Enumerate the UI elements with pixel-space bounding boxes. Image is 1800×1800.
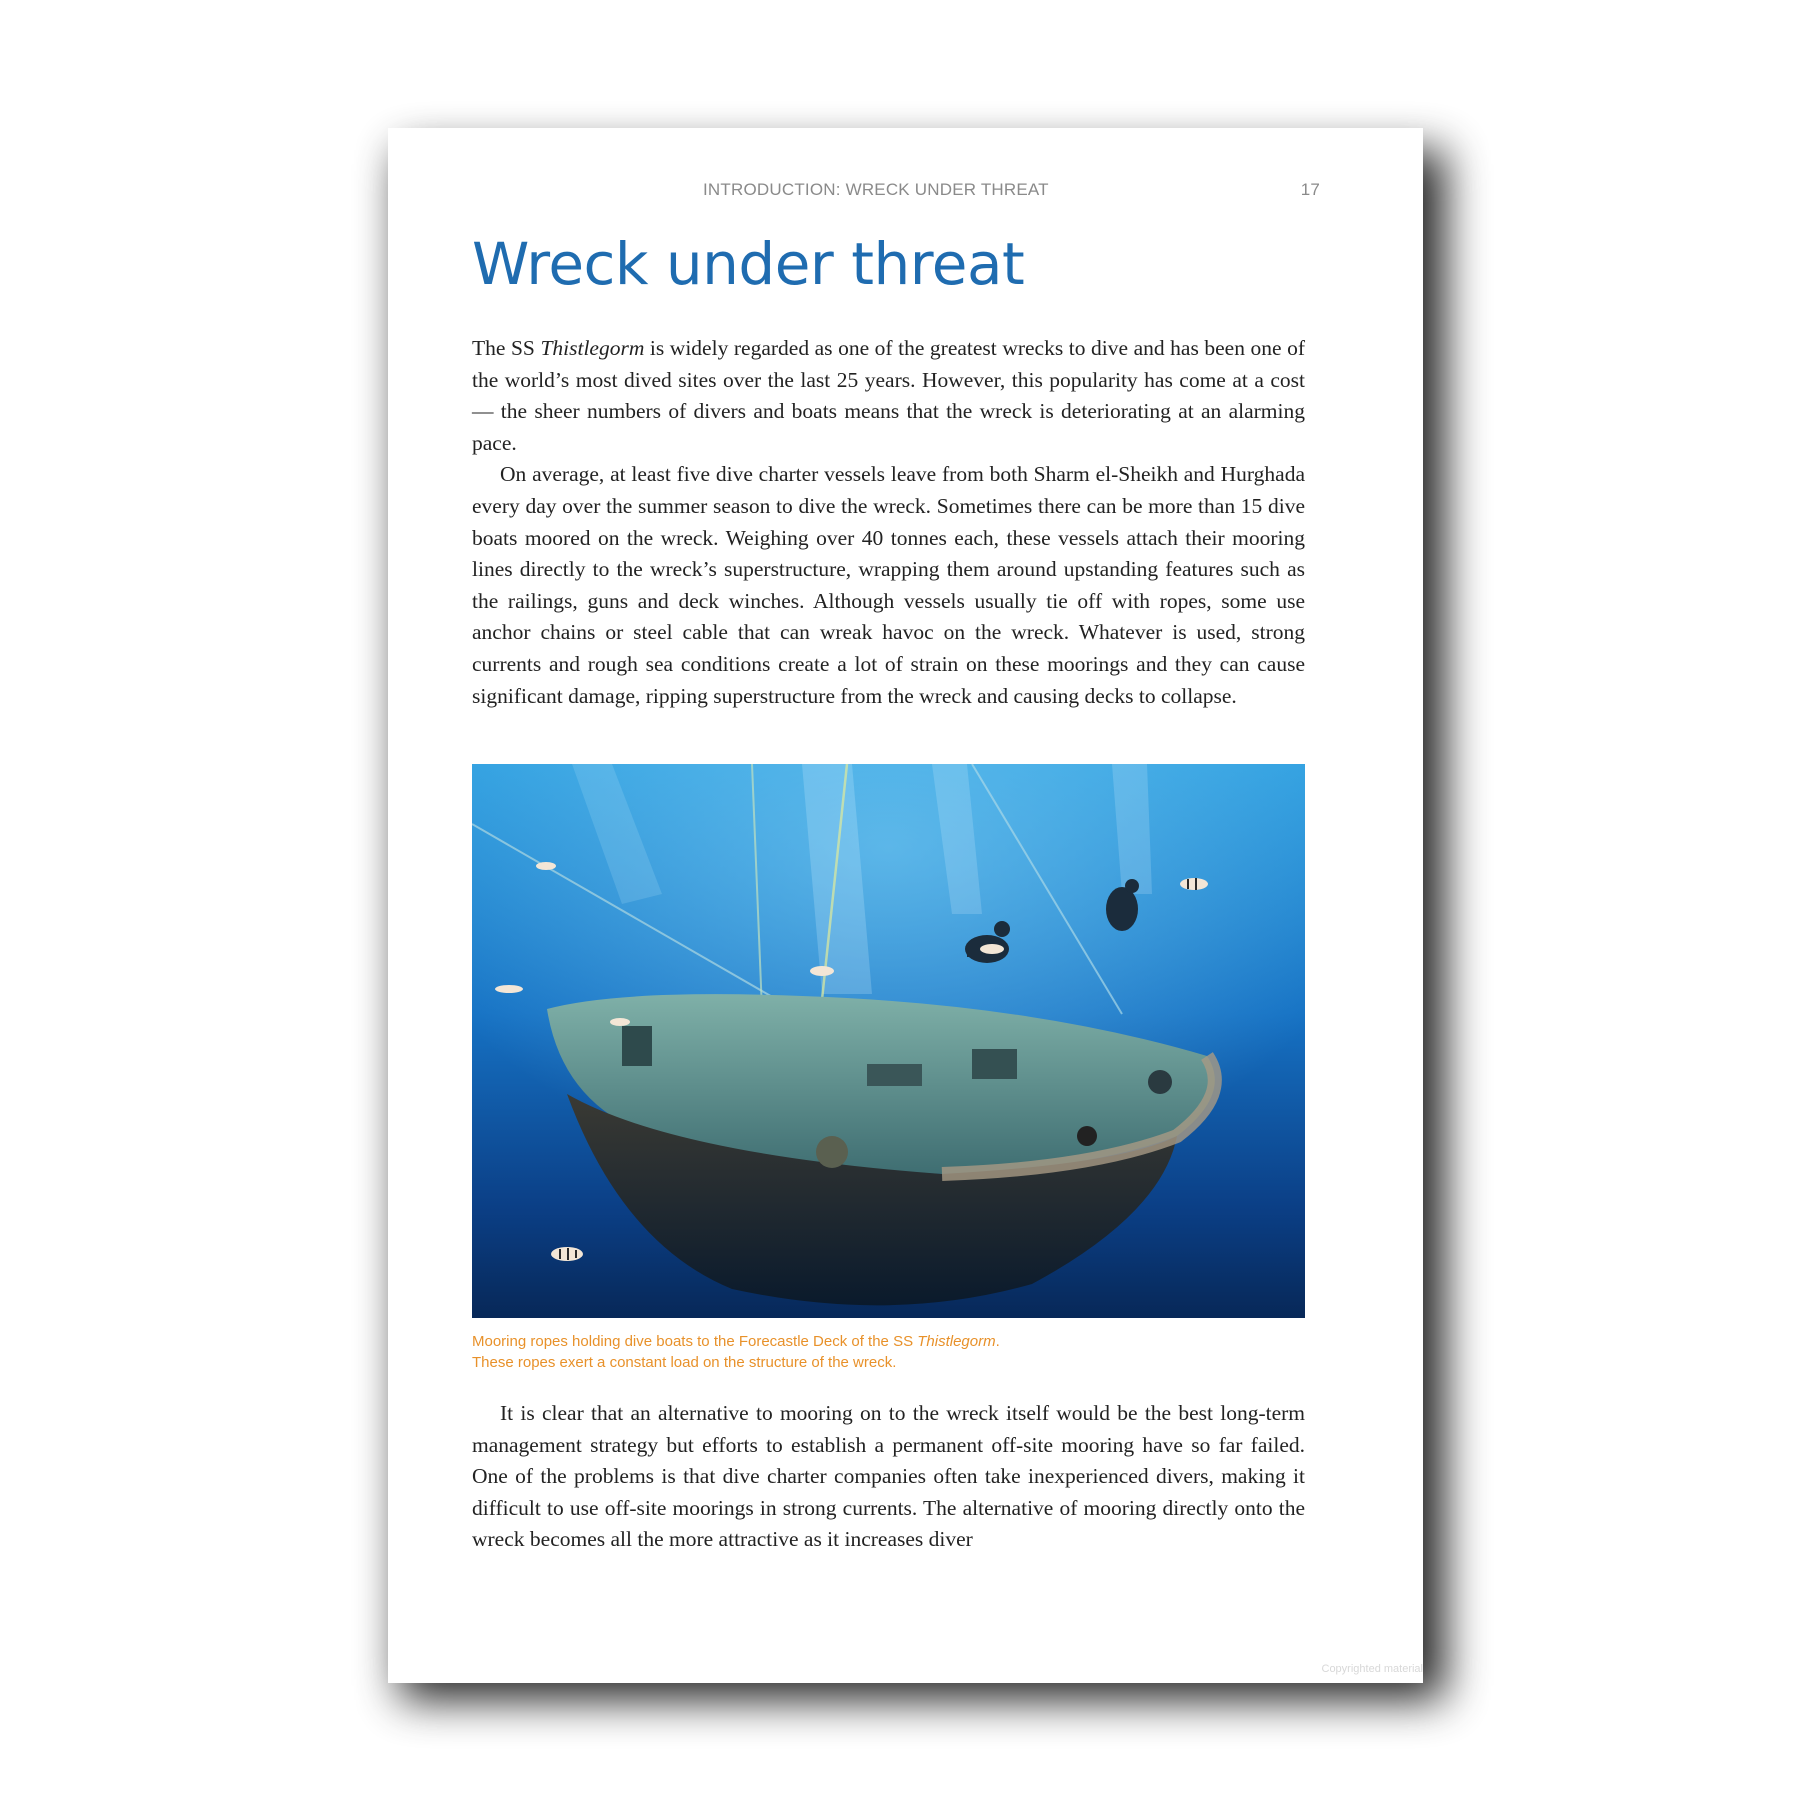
caption-ship-name: Thistlegorm (917, 1333, 996, 1350)
body-text-top (472, 333, 1305, 712)
caption-line-2: These ropes exert a constant load on the structure of the wreck. (472, 1354, 897, 1371)
paragraph-1-start: The SS (472, 336, 541, 360)
paragraph-3: It is clear that an alternative to mooring on to the wreck itself would be the best long-term management strategy but efforts to establish a permanent off-site mooring have so far failed. One of the problems is that dive charter companies often take inexperienced divers, making it difficult to use off-site moorings in strong currents. The alternative of mooring directly onto the wreck becomes all the more attractive as it increases diver (472, 1401, 1305, 1552)
paragraph-1-rest: is widely regarded as one of the greatest wrecks to dive and has been one of the world’s most dived sites over the last 25 years. However, this popularity has come at a cost — the sheer numbers of divers and boats means that the wreck is deteriorating at an alarming pace. (472, 336, 1305, 455)
caption-line-1-start: Mooring ropes holding dive boats to the Forecastle Deck of the SS (472, 1333, 918, 1350)
body-text-bottom (472, 1398, 1305, 1556)
running-head-section: INTRODUCTION: WRECK UNDER THREAT (703, 180, 1049, 199)
caption-line-1-end: . (995, 1333, 1000, 1350)
page-number: 17 (1300, 180, 1320, 199)
photo-caption (472, 1331, 1305, 1373)
wreck-photo (472, 764, 1305, 1318)
page-title: Wreck under threat (472, 230, 1025, 298)
ship-name: Thistlegorm (540, 336, 645, 360)
caption-line-1 (472, 1331, 1305, 1352)
running-head (388, 180, 1423, 208)
book-page (388, 128, 1423, 1683)
paragraph-2: On average, at least five dive charter vessels leave from both Sharm el-Sheikh and Hurghada every day over the summer season to dive the wreck. Sometimes there can be more than 15 dive boats moored on the wreck. Weighing over 40 tonnes each, these vessels attach their mooring lines directly to the wreck’s superstructure, wrapping them around upstanding features such as the railings, guns and deck winches. Although vessels usually tie off with ropes, some use anchor chains or steel cable that can wreak havoc on the wreck. Whatever is used, strong currents and rough sea conditions create a lot of strain on these moorings and they can cause significant damage, ripping superstructure from the wreck and causing decks to collapse. (472, 462, 1305, 708)
paragraph-1 (472, 333, 1305, 459)
copyright-watermark: Copyrighted material (1321, 1663, 1423, 1675)
